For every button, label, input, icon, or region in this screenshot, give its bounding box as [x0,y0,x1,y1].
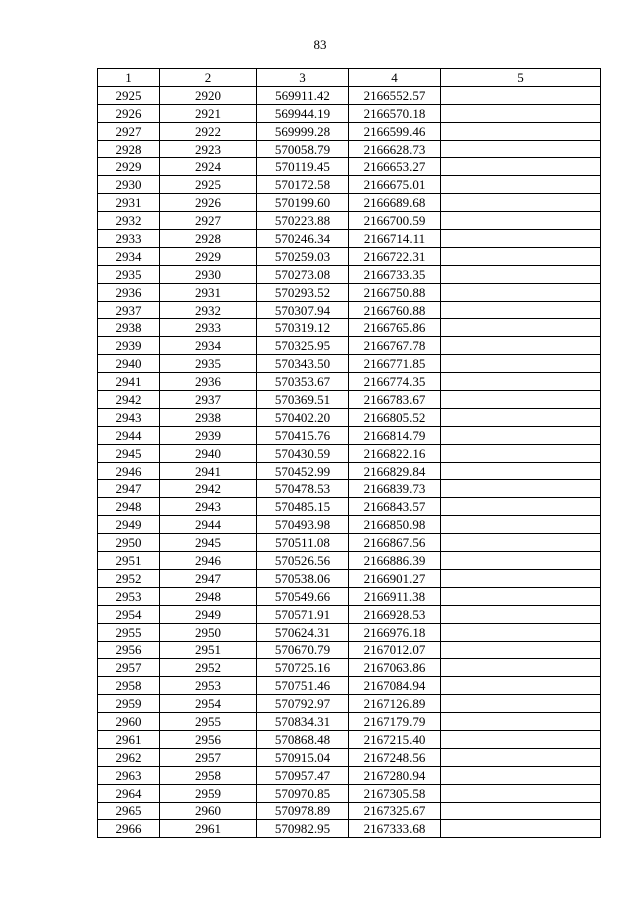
notes-cell [441,301,601,319]
table-row [98,176,601,194]
y-coordinate-cell: 2166599.46 [349,122,441,140]
table-row [98,247,601,265]
notes-cell [441,462,601,480]
table-row [98,498,601,516]
point-number-cell: 2931 [98,194,160,212]
y-coordinate-cell: 2167305.58 [349,784,441,802]
header-row [98,69,601,87]
table-row [98,140,601,158]
y-coordinate-cell: 2166976.18 [349,623,441,641]
notes-cell [441,730,601,748]
header-cell-5: 5 [441,69,601,87]
reference-number-cell: 2945 [160,534,257,552]
point-number-cell: 2934 [98,247,160,265]
notes-cell [441,695,601,713]
notes-cell [441,516,601,534]
reference-number-cell: 2937 [160,391,257,409]
header-cell-3: 3 [257,69,349,87]
point-number-cell: 2966 [98,820,160,838]
y-coordinate-cell: 2166700.59 [349,212,441,230]
point-number-cell: 2958 [98,677,160,695]
point-number-cell: 2925 [98,86,160,104]
reference-number-cell: 2925 [160,176,257,194]
notes-cell [441,247,601,265]
reference-number-cell: 2927 [160,212,257,230]
x-coordinate-cell: 570526.56 [257,552,349,570]
y-coordinate-cell: 2166814.79 [349,426,441,444]
reference-number-cell: 2946 [160,552,257,570]
table-row [98,748,601,766]
reference-number-cell: 2924 [160,158,257,176]
reference-number-cell: 2953 [160,677,257,695]
notes-cell [441,122,601,140]
point-number-cell: 2926 [98,104,160,122]
reference-number-cell: 2926 [160,194,257,212]
x-coordinate-cell: 570670.79 [257,641,349,659]
x-coordinate-cell: 570970.85 [257,784,349,802]
x-coordinate-cell: 570273.08 [257,265,349,283]
notes-cell [441,283,601,301]
table-row [98,319,601,337]
reference-number-cell: 2938 [160,408,257,426]
x-coordinate-cell: 570259.03 [257,247,349,265]
reference-number-cell: 2961 [160,820,257,838]
point-number-cell: 2953 [98,587,160,605]
x-coordinate-cell: 570485.15 [257,498,349,516]
reference-number-cell: 2930 [160,265,257,283]
notes-cell [441,569,601,587]
reference-number-cell: 2959 [160,784,257,802]
point-number-cell: 2938 [98,319,160,337]
reference-number-cell: 2948 [160,587,257,605]
notes-cell [441,265,601,283]
x-coordinate-cell: 570493.98 [257,516,349,534]
notes-cell [441,337,601,355]
x-coordinate-cell: 570915.04 [257,748,349,766]
x-coordinate-cell: 570246.34 [257,230,349,248]
table-row [98,569,601,587]
header-cell-1: 1 [98,69,160,87]
reference-number-cell: 2950 [160,623,257,641]
y-coordinate-cell: 2166552.57 [349,86,441,104]
table-header [98,69,601,87]
y-coordinate-cell: 2166714.11 [349,230,441,248]
x-coordinate-cell: 570725.16 [257,659,349,677]
point-number-cell: 2964 [98,784,160,802]
table-row [98,104,601,122]
point-number-cell: 2959 [98,695,160,713]
reference-number-cell: 2935 [160,355,257,373]
point-number-cell: 2954 [98,605,160,623]
y-coordinate-cell: 2167248.56 [349,748,441,766]
point-number-cell: 2939 [98,337,160,355]
point-number-cell: 2929 [98,158,160,176]
reference-number-cell: 2929 [160,247,257,265]
notes-cell [441,176,601,194]
table-row [98,355,601,373]
x-coordinate-cell: 570792.97 [257,695,349,713]
x-coordinate-cell: 570868.48 [257,730,349,748]
point-number-cell: 2927 [98,122,160,140]
table-row [98,659,601,677]
reference-number-cell: 2947 [160,569,257,587]
x-coordinate-cell: 570325.95 [257,337,349,355]
point-number-cell: 2940 [98,355,160,373]
point-number-cell: 2943 [98,408,160,426]
reference-number-cell: 2960 [160,802,257,820]
reference-number-cell: 2941 [160,462,257,480]
point-number-cell: 2935 [98,265,160,283]
notes-cell [441,373,601,391]
x-coordinate-cell: 570978.89 [257,802,349,820]
notes-cell [441,820,601,838]
x-coordinate-cell: 570538.06 [257,569,349,587]
x-coordinate-cell: 570343.50 [257,355,349,373]
x-coordinate-cell: 570223.88 [257,212,349,230]
table-row [98,587,601,605]
point-number-cell: 2932 [98,212,160,230]
y-coordinate-cell: 2167215.40 [349,730,441,748]
y-coordinate-cell: 2167012.07 [349,641,441,659]
x-coordinate-cell: 570430.59 [257,444,349,462]
reference-number-cell: 2955 [160,713,257,731]
reference-number-cell: 2951 [160,641,257,659]
x-coordinate-cell: 569911.42 [257,86,349,104]
reference-number-cell: 2954 [160,695,257,713]
x-coordinate-cell: 570478.53 [257,480,349,498]
y-coordinate-cell: 2167126.89 [349,695,441,713]
notes-cell [441,194,601,212]
point-number-cell: 2930 [98,176,160,194]
table-row [98,265,601,283]
y-coordinate-cell: 2166839.73 [349,480,441,498]
notes-cell [441,766,601,784]
notes-cell [441,641,601,659]
x-coordinate-cell: 570982.95 [257,820,349,838]
table-row [98,408,601,426]
table-row [98,534,601,552]
point-number-cell: 2942 [98,391,160,409]
notes-cell [441,623,601,641]
reference-number-cell: 2952 [160,659,257,677]
table-row [98,86,601,104]
y-coordinate-cell: 2166901.27 [349,569,441,587]
reference-number-cell: 2934 [160,337,257,355]
x-coordinate-cell: 570307.94 [257,301,349,319]
notes-cell [441,480,601,498]
reference-number-cell: 2957 [160,748,257,766]
x-coordinate-cell: 570549.66 [257,587,349,605]
point-number-cell: 2946 [98,462,160,480]
reference-number-cell: 2920 [160,86,257,104]
table-row [98,337,601,355]
point-number-cell: 2965 [98,802,160,820]
table-row [98,444,601,462]
notes-cell [441,748,601,766]
point-number-cell: 2961 [98,730,160,748]
table-row [98,516,601,534]
y-coordinate-cell: 2166689.68 [349,194,441,212]
point-number-cell: 2951 [98,552,160,570]
table-row [98,802,601,820]
reference-number-cell: 2958 [160,766,257,784]
notes-cell [441,426,601,444]
x-coordinate-cell: 570199.60 [257,194,349,212]
point-number-cell: 2945 [98,444,160,462]
point-number-cell: 2936 [98,283,160,301]
table-row [98,641,601,659]
y-coordinate-cell: 2166829.84 [349,462,441,480]
table-row [98,212,601,230]
x-coordinate-cell: 570402.20 [257,408,349,426]
y-coordinate-cell: 2167280.94 [349,766,441,784]
y-coordinate-cell: 2166675.01 [349,176,441,194]
reference-number-cell: 2949 [160,605,257,623]
reference-number-cell: 2936 [160,373,257,391]
x-coordinate-cell: 570571.91 [257,605,349,623]
x-coordinate-cell: 570319.12 [257,319,349,337]
y-coordinate-cell: 2166750.88 [349,283,441,301]
point-number-cell: 2955 [98,623,160,641]
table-row [98,194,601,212]
x-coordinate-cell: 570624.31 [257,623,349,641]
y-coordinate-cell: 2166722.31 [349,247,441,265]
table-row [98,820,601,838]
notes-cell [441,319,601,337]
x-coordinate-cell: 570119.45 [257,158,349,176]
table-row [98,426,601,444]
point-number-cell: 2948 [98,498,160,516]
table-row [98,784,601,802]
y-coordinate-cell: 2166771.85 [349,355,441,373]
point-number-cell: 2928 [98,140,160,158]
x-coordinate-cell: 570415.76 [257,426,349,444]
notes-cell [441,355,601,373]
notes-cell [441,140,601,158]
reference-number-cell: 2931 [160,283,257,301]
point-number-cell: 2937 [98,301,160,319]
point-number-cell: 2944 [98,426,160,444]
y-coordinate-cell: 2166653.27 [349,158,441,176]
table-row [98,605,601,623]
x-coordinate-cell: 570172.58 [257,176,349,194]
notes-cell [441,784,601,802]
y-coordinate-cell: 2166760.88 [349,301,441,319]
y-coordinate-cell: 2167063.86 [349,659,441,677]
y-coordinate-cell: 2167179.79 [349,713,441,731]
point-number-cell: 2957 [98,659,160,677]
x-coordinate-cell: 570957.47 [257,766,349,784]
reference-number-cell: 2922 [160,122,257,140]
notes-cell [441,713,601,731]
table-row [98,391,601,409]
y-coordinate-cell: 2166765.86 [349,319,441,337]
y-coordinate-cell: 2166570.18 [349,104,441,122]
reference-number-cell: 2940 [160,444,257,462]
notes-cell [441,104,601,122]
table-body [98,86,601,837]
reference-number-cell: 2943 [160,498,257,516]
header-cell-2: 2 [160,69,257,87]
point-number-cell: 2933 [98,230,160,248]
table-row [98,301,601,319]
notes-cell [441,212,601,230]
notes-cell [441,802,601,820]
reference-number-cell: 2928 [160,230,257,248]
reference-number-cell: 2921 [160,104,257,122]
table-row [98,677,601,695]
reference-number-cell: 2939 [160,426,257,444]
notes-cell [441,498,601,516]
y-coordinate-cell: 2166774.35 [349,373,441,391]
point-number-cell: 2950 [98,534,160,552]
x-coordinate-cell: 570369.51 [257,391,349,409]
x-coordinate-cell: 569999.28 [257,122,349,140]
y-coordinate-cell: 2166822.16 [349,444,441,462]
x-coordinate-cell: 570511.08 [257,534,349,552]
point-number-cell: 2947 [98,480,160,498]
notes-cell [441,444,601,462]
table-row [98,730,601,748]
page-number: 83 [313,37,327,52]
table-row [98,695,601,713]
notes-cell [441,230,601,248]
reference-number-cell: 2942 [160,480,257,498]
y-coordinate-cell: 2166805.52 [349,408,441,426]
reference-number-cell: 2932 [160,301,257,319]
y-coordinate-cell: 2166843.57 [349,498,441,516]
table-row [98,230,601,248]
table-row [98,122,601,140]
table-row [98,713,601,731]
y-coordinate-cell: 2166850.98 [349,516,441,534]
reference-number-cell: 2923 [160,140,257,158]
notes-cell [441,534,601,552]
point-number-cell: 2962 [98,748,160,766]
table-row [98,623,601,641]
point-number-cell: 2960 [98,713,160,731]
x-coordinate-cell: 570834.31 [257,713,349,731]
notes-cell [441,391,601,409]
notes-cell [441,408,601,426]
x-coordinate-cell: 570058.79 [257,140,349,158]
notes-cell [441,587,601,605]
reference-number-cell: 2944 [160,516,257,534]
x-coordinate-cell: 570452.99 [257,462,349,480]
y-coordinate-cell: 2167325.67 [349,802,441,820]
point-number-cell: 2949 [98,516,160,534]
table-row [98,283,601,301]
table-row [98,480,601,498]
point-number-cell: 2952 [98,569,160,587]
notes-cell [441,158,601,176]
notes-cell [441,552,601,570]
y-coordinate-cell: 2166867.56 [349,534,441,552]
table-row [98,766,601,784]
notes-cell [441,659,601,677]
y-coordinate-cell: 2166628.73 [349,140,441,158]
point-number-cell: 2963 [98,766,160,784]
y-coordinate-cell: 2166886.39 [349,552,441,570]
x-coordinate-cell: 570751.46 [257,677,349,695]
notes-cell [441,677,601,695]
reference-number-cell: 2933 [160,319,257,337]
y-coordinate-cell: 2166911.38 [349,587,441,605]
coordinates-table [97,68,601,838]
header-cell-4: 4 [349,69,441,87]
y-coordinate-cell: 2166783.67 [349,391,441,409]
y-coordinate-cell: 2166767.78 [349,337,441,355]
reference-number-cell: 2956 [160,730,257,748]
notes-cell [441,86,601,104]
point-number-cell: 2941 [98,373,160,391]
table-row [98,373,601,391]
y-coordinate-cell: 2167084.94 [349,677,441,695]
y-coordinate-cell: 2166928.53 [349,605,441,623]
table-row [98,552,601,570]
y-coordinate-cell: 2167333.68 [349,820,441,838]
table-row [98,462,601,480]
table-row [98,158,601,176]
x-coordinate-cell: 569944.19 [257,104,349,122]
notes-cell [441,605,601,623]
y-coordinate-cell: 2166733.35 [349,265,441,283]
x-coordinate-cell: 570293.52 [257,283,349,301]
x-coordinate-cell: 570353.67 [257,373,349,391]
point-number-cell: 2956 [98,641,160,659]
